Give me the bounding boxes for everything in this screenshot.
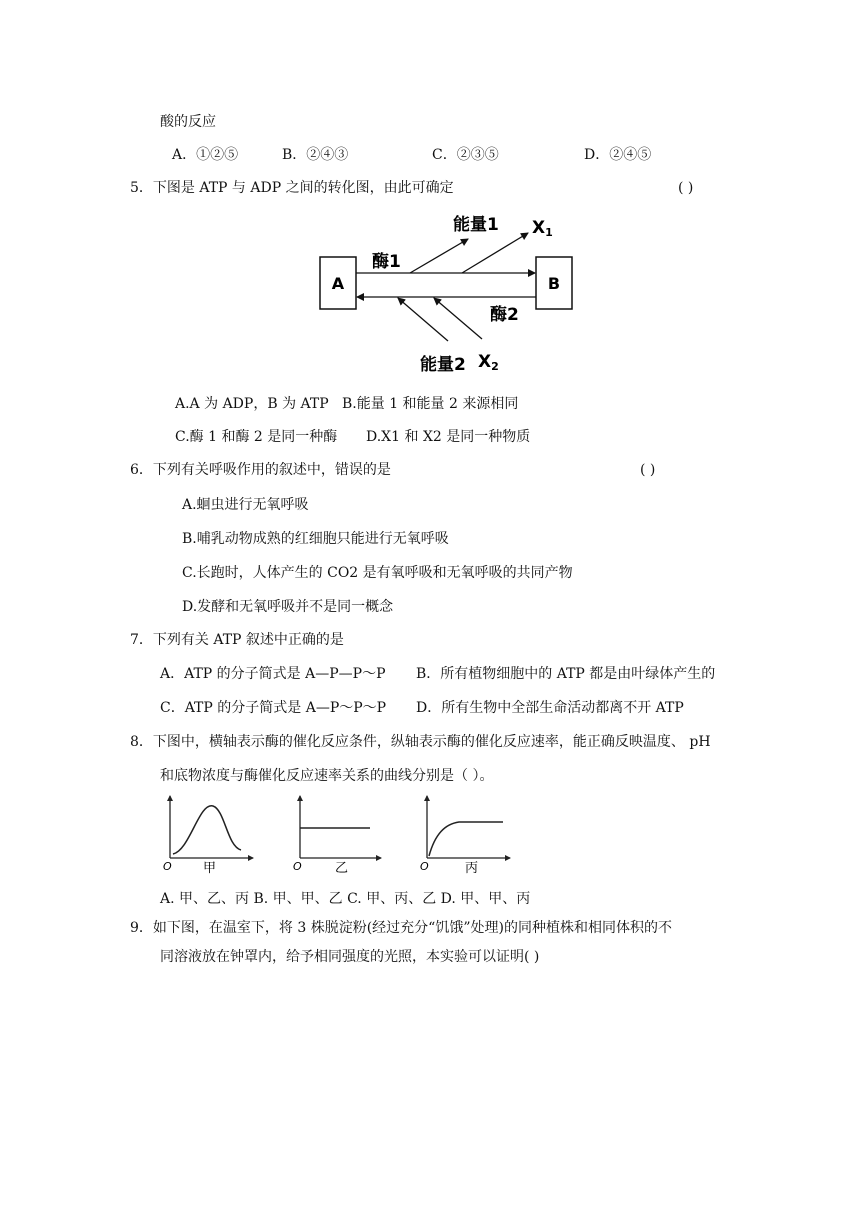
graph-yi-label: 乙 (335, 861, 349, 876)
q7-option-b: B．所有植物细胞中的 ATP 都是由叶绿体产生的 (416, 666, 716, 682)
atp-adp-diagram (310, 205, 590, 380)
q8-stem-line1: 8．下图中，横轴表示酶的催化反应条件，纵轴表示酶的催化反应速率，能正确反映温度、 pH (130, 734, 711, 750)
svg-text:X1 (532, 218, 553, 239)
curve-jia (173, 806, 241, 854)
graph-yi (293, 796, 381, 876)
x2-arrow (434, 298, 482, 339)
x1-subscript: 1 (545, 226, 553, 239)
graph-jia-label: 甲 (203, 861, 217, 876)
energy1-arrow (410, 239, 468, 273)
q5-option-d: D.X1 和 X2 是同一种物质 (366, 429, 531, 445)
q7-option-a: A．ATP 的分子简式是 A—P—P～P (160, 666, 386, 682)
q5-answer-paren: ( ) (678, 180, 694, 196)
q6-stem: 6．下列有关呼吸作用的叙述中，错误的是 (130, 462, 391, 478)
q6-option-c: C.长跑时，人体产生的 CO2 是有氧呼吸和无氧呼吸的共同产物 (182, 565, 573, 581)
q9-stem-line1: 9．如下图，在温室下，将 3 株脱淀粉(经过充分“饥饿”处理)的同种植株和相同体积的不 (130, 920, 672, 936)
q4-stem-tail: 酸的反应 (160, 114, 216, 130)
svg-text:X2 (478, 352, 499, 373)
q6-option-a: A.蛔虫进行无氧呼吸 (182, 497, 309, 513)
q8-options: A. 甲、乙、丙 B. 甲、甲、乙 C. 甲、丙、乙 D. 甲、甲、丙 (160, 891, 531, 907)
x1-arrow (462, 233, 528, 273)
q6-answer-paren: ( ) (640, 462, 656, 478)
energy2-label: 能量2 (420, 355, 466, 375)
box-b-label: B (547, 274, 561, 293)
enzyme2-label: 酶2 (490, 305, 519, 325)
q4-option-b: B．②④③ (282, 147, 349, 163)
q4-option-a: A．①②⑤ (172, 147, 239, 163)
q7-stem: 7．下列有关 ATP 叙述中正确的是 (130, 632, 344, 648)
q6-option-b: B.哺乳动物成熟的红细胞只能进行无氧呼吸 (182, 531, 449, 547)
q5-option-a: A.A 为 ADP，B 为 ATP (175, 396, 329, 412)
energy1-label: 能量1 (453, 215, 499, 235)
q5-option-b: B.能量 1 和能量 2 来源相同 (342, 396, 519, 412)
enzyme-graphs (155, 790, 535, 880)
box-a-label: A (331, 274, 345, 293)
q4-option-c: C．②③⑤ (432, 147, 499, 163)
graph-jia-origin: O (163, 860, 172, 873)
q8-stem-line2: 和底物浓度与酶催化反应速率关系的曲线分别是（ ）。 (160, 768, 494, 784)
graph-jia (163, 796, 253, 876)
graph-bing-label: 丙 (465, 861, 479, 876)
q9-stem-line2: 同溶液放在钟罩内，给予相同强度的光照，本实验可以证明( ) (160, 949, 540, 965)
q7-option-c: C．ATP 的分子简式是 A—P～P～P (160, 700, 387, 716)
enzyme1-label: 酶1 (372, 252, 401, 272)
energy2-arrow (398, 298, 448, 341)
curve-bing (429, 822, 503, 856)
x2-label: X (478, 352, 492, 372)
q5-stem: 5．下图是 ATP 与 ADP 之间的转化图，由此可确定 (130, 180, 454, 196)
q4-option-d: D．②④⑤ (584, 147, 652, 163)
graph-bing (420, 796, 510, 876)
q7-option-d: D．所有生物中全部生命活动都离不开 ATP (416, 700, 684, 716)
graph-yi-origin: O (293, 860, 302, 873)
q5-option-c: C.酶 1 和酶 2 是同一种酶 (175, 429, 338, 445)
x1-label: X (532, 218, 546, 238)
q6-option-d: D.发酵和无氧呼吸并不是同一概念 (182, 599, 394, 615)
graph-bing-origin: O (420, 860, 429, 873)
x2-subscript: 2 (491, 360, 499, 373)
